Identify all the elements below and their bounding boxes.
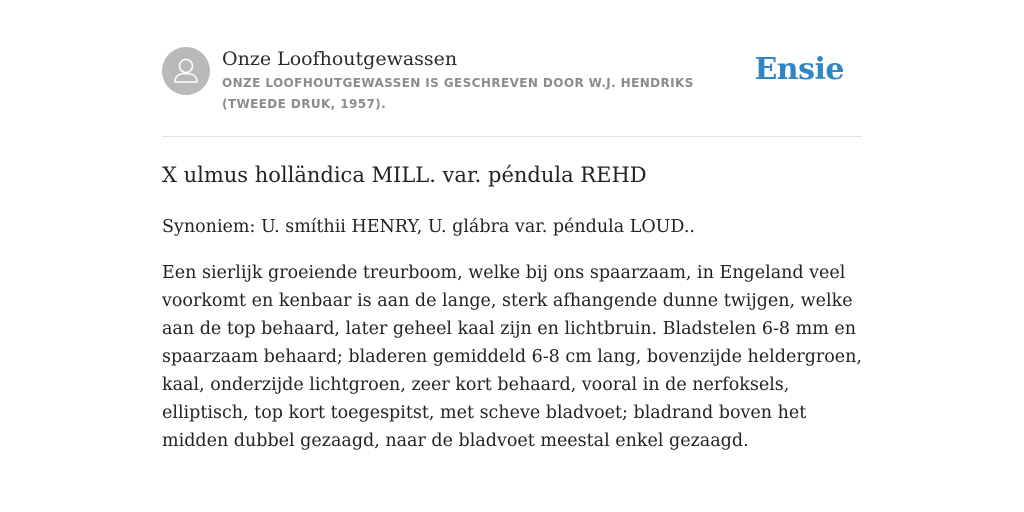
user-silhouette-icon <box>162 47 210 95</box>
avatar[interactable] <box>162 47 210 95</box>
brand-logo[interactable]: Ensie <box>754 52 844 87</box>
book-title[interactable]: Onze Loofhoutgewassen <box>222 48 458 70</box>
entry-body: Een sierlijk groeiende treurboom, welke bij ons spaarzaam, in Engeland veel voorkomt en kenbaar is aan de lange, sterk afhangende dunne twijgen, welke aan de top behaard, later geheel kaal zijn en lichtbruin. Bladstelen 6-8 mm en spaarzaam behaard; bladeren gemiddeld 6-8 cm lang, bovenzijde heldergroen, kaal, onderzijde lichtgroen, zeer kort behaard, vooral in de nerfoksels, elliptisch, top kort toegespitst, met scheve bladvoet; bladrand boven het midden dubbel gezaagd, naar de bladvoet meestal enkel gezaagd. <box>162 263 862 451</box>
source-header <box>162 46 862 137</box>
book-description: ONZE LOOFHOUTGEWASSEN IS GESCHREVEN DOOR W.J. HENDRIKS (TWEEDE DRUK, 1957). <box>222 76 694 111</box>
entry-synonym: Synoniem: U. smíthii HENRY, U. glábra var. péndula LOUD.. <box>162 217 695 237</box>
entry-title: X ulmus holländica MILL. var. péndula REHD <box>162 163 647 187</box>
entry-card <box>162 0 862 512</box>
